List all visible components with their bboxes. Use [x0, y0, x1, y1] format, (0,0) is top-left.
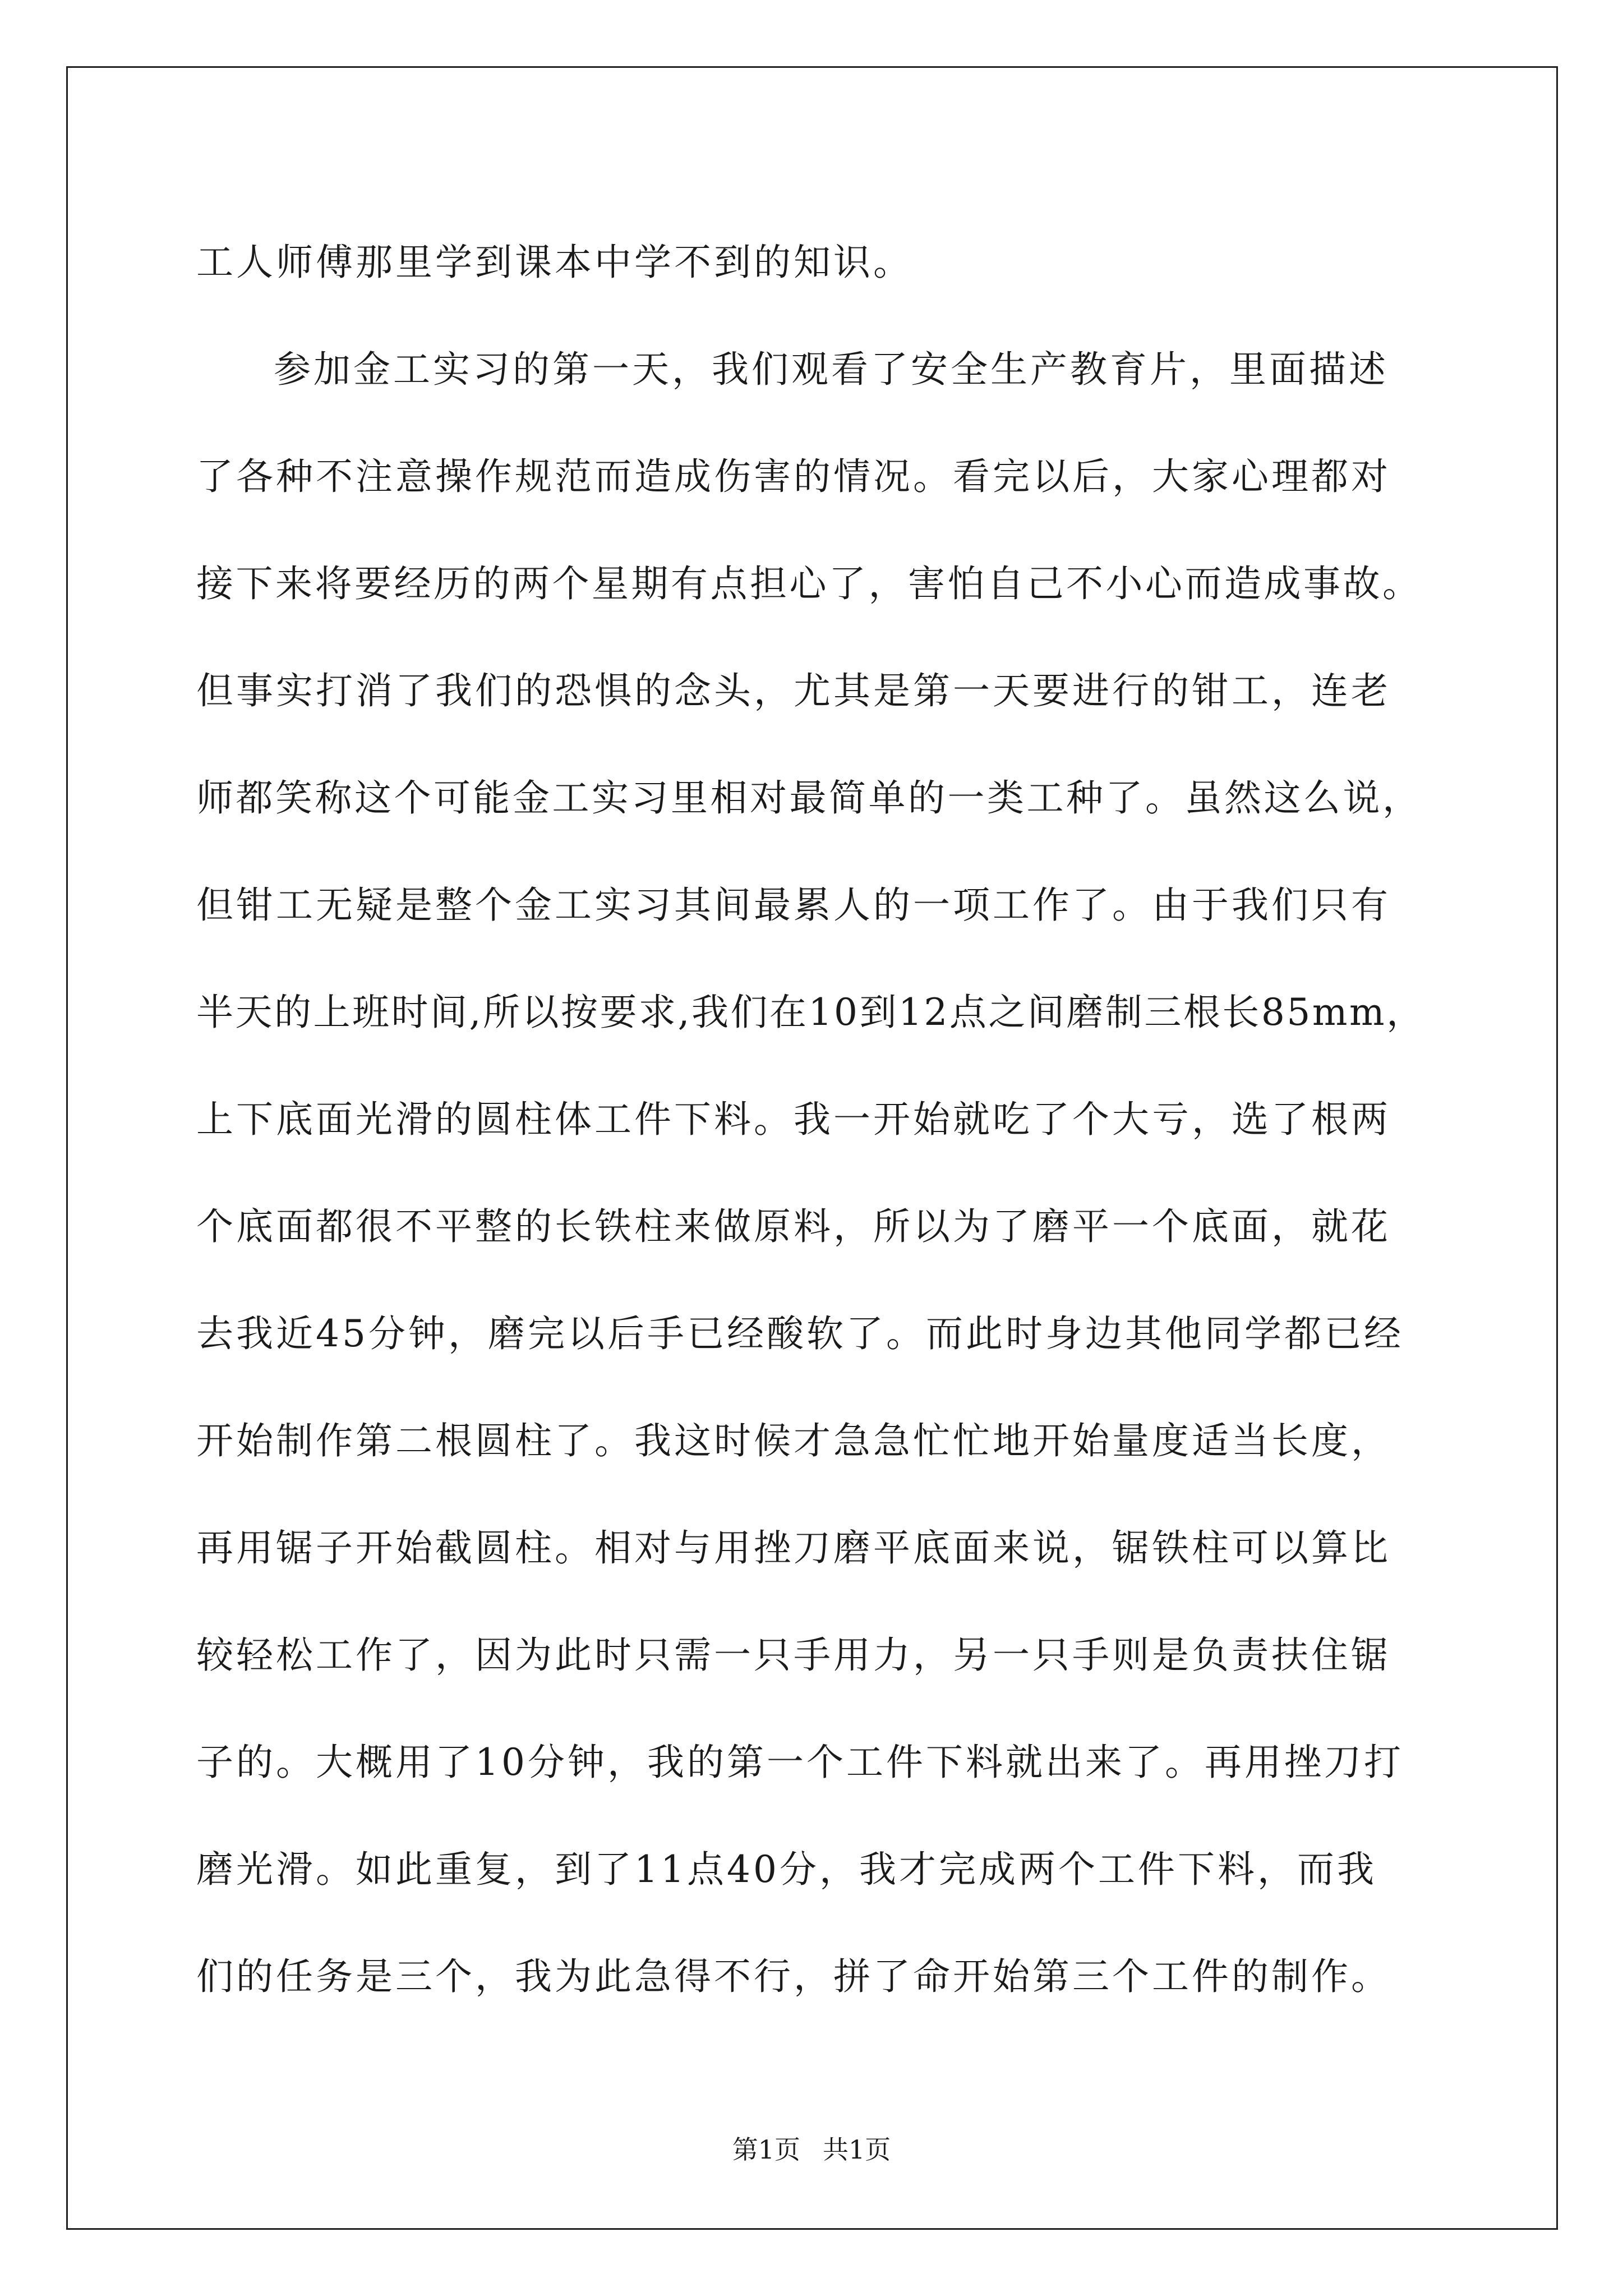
text-line: 接下来将要经历的两个星期有点担心了，害怕自己不小心而造成事故。 — [196, 562, 1422, 605]
paragraph-start-line: 参加金工实习的第一天，我们观看了安全生产教育片，里面描述 — [274, 348, 1389, 391]
text-line: 再用锯子开始截圆柱。相对与用挫刀磨平底面来说，锯铁柱可以算比 — [196, 1526, 1391, 1570]
text-line: 但钳工无疑是整个金工实习其间最累人的一项工作了。由于我们只有 — [196, 884, 1391, 927]
text-line: 们的任务是三个，我为此急得不行，拼了命开始第三个工件的制作。 — [196, 1955, 1391, 1998]
text-line: 较轻松工作了，因为此时只需一只手用力，另一只手则是负责扶住锯 — [196, 1634, 1391, 1677]
text-line: 上下底面光滑的圆柱体工件下料。我一开始就吃了个大亏，选了根两 — [196, 1098, 1391, 1141]
text-line: 半天的上班时间,所以按要求,我们在10到12点之间磨制三根长85mm， — [196, 991, 1426, 1034]
text-line: 开始制作第二根圆柱了。我这时候才急急忙忙地开始量度适当长度， — [196, 1419, 1391, 1462]
text-line: 师都笑称这个可能金工实习里相对最简单的一类工种了。虽然这么说， — [196, 776, 1422, 820]
text-line: 了各种不注意操作规范而造成伤害的情况。看完以后，大家心理都对 — [196, 455, 1391, 498]
page-number: 第1页 — [732, 2134, 800, 2165]
text-line: 磨光滑。如此重复，到了11点40分，我才完成两个工件下料，而我 — [196, 1848, 1377, 1891]
text-line: 工人师傅那里学到课本中学不到的知识。 — [196, 241, 913, 284]
text-line: 个底面都很不平整的长铁柱来做原料，所以为了磨平一个底面，就花 — [196, 1205, 1391, 1248]
page-footer — [0, 2133, 1623, 2166]
text-line: 去我近45分钟，磨完以后手已经酸软了。而此时身边其他同学都已经 — [196, 1312, 1404, 1355]
text-line: 但事实打消了我们的恐惧的念头，尤其是第一天要进行的钳工，连老 — [196, 669, 1391, 712]
text-line: 子的。大概用了10分钟，我的第一个工件下料就出来了。再用挫刀打 — [196, 1741, 1404, 1784]
page-total: 共1页 — [823, 2134, 891, 2165]
document-body — [196, 209, 1430, 2030]
